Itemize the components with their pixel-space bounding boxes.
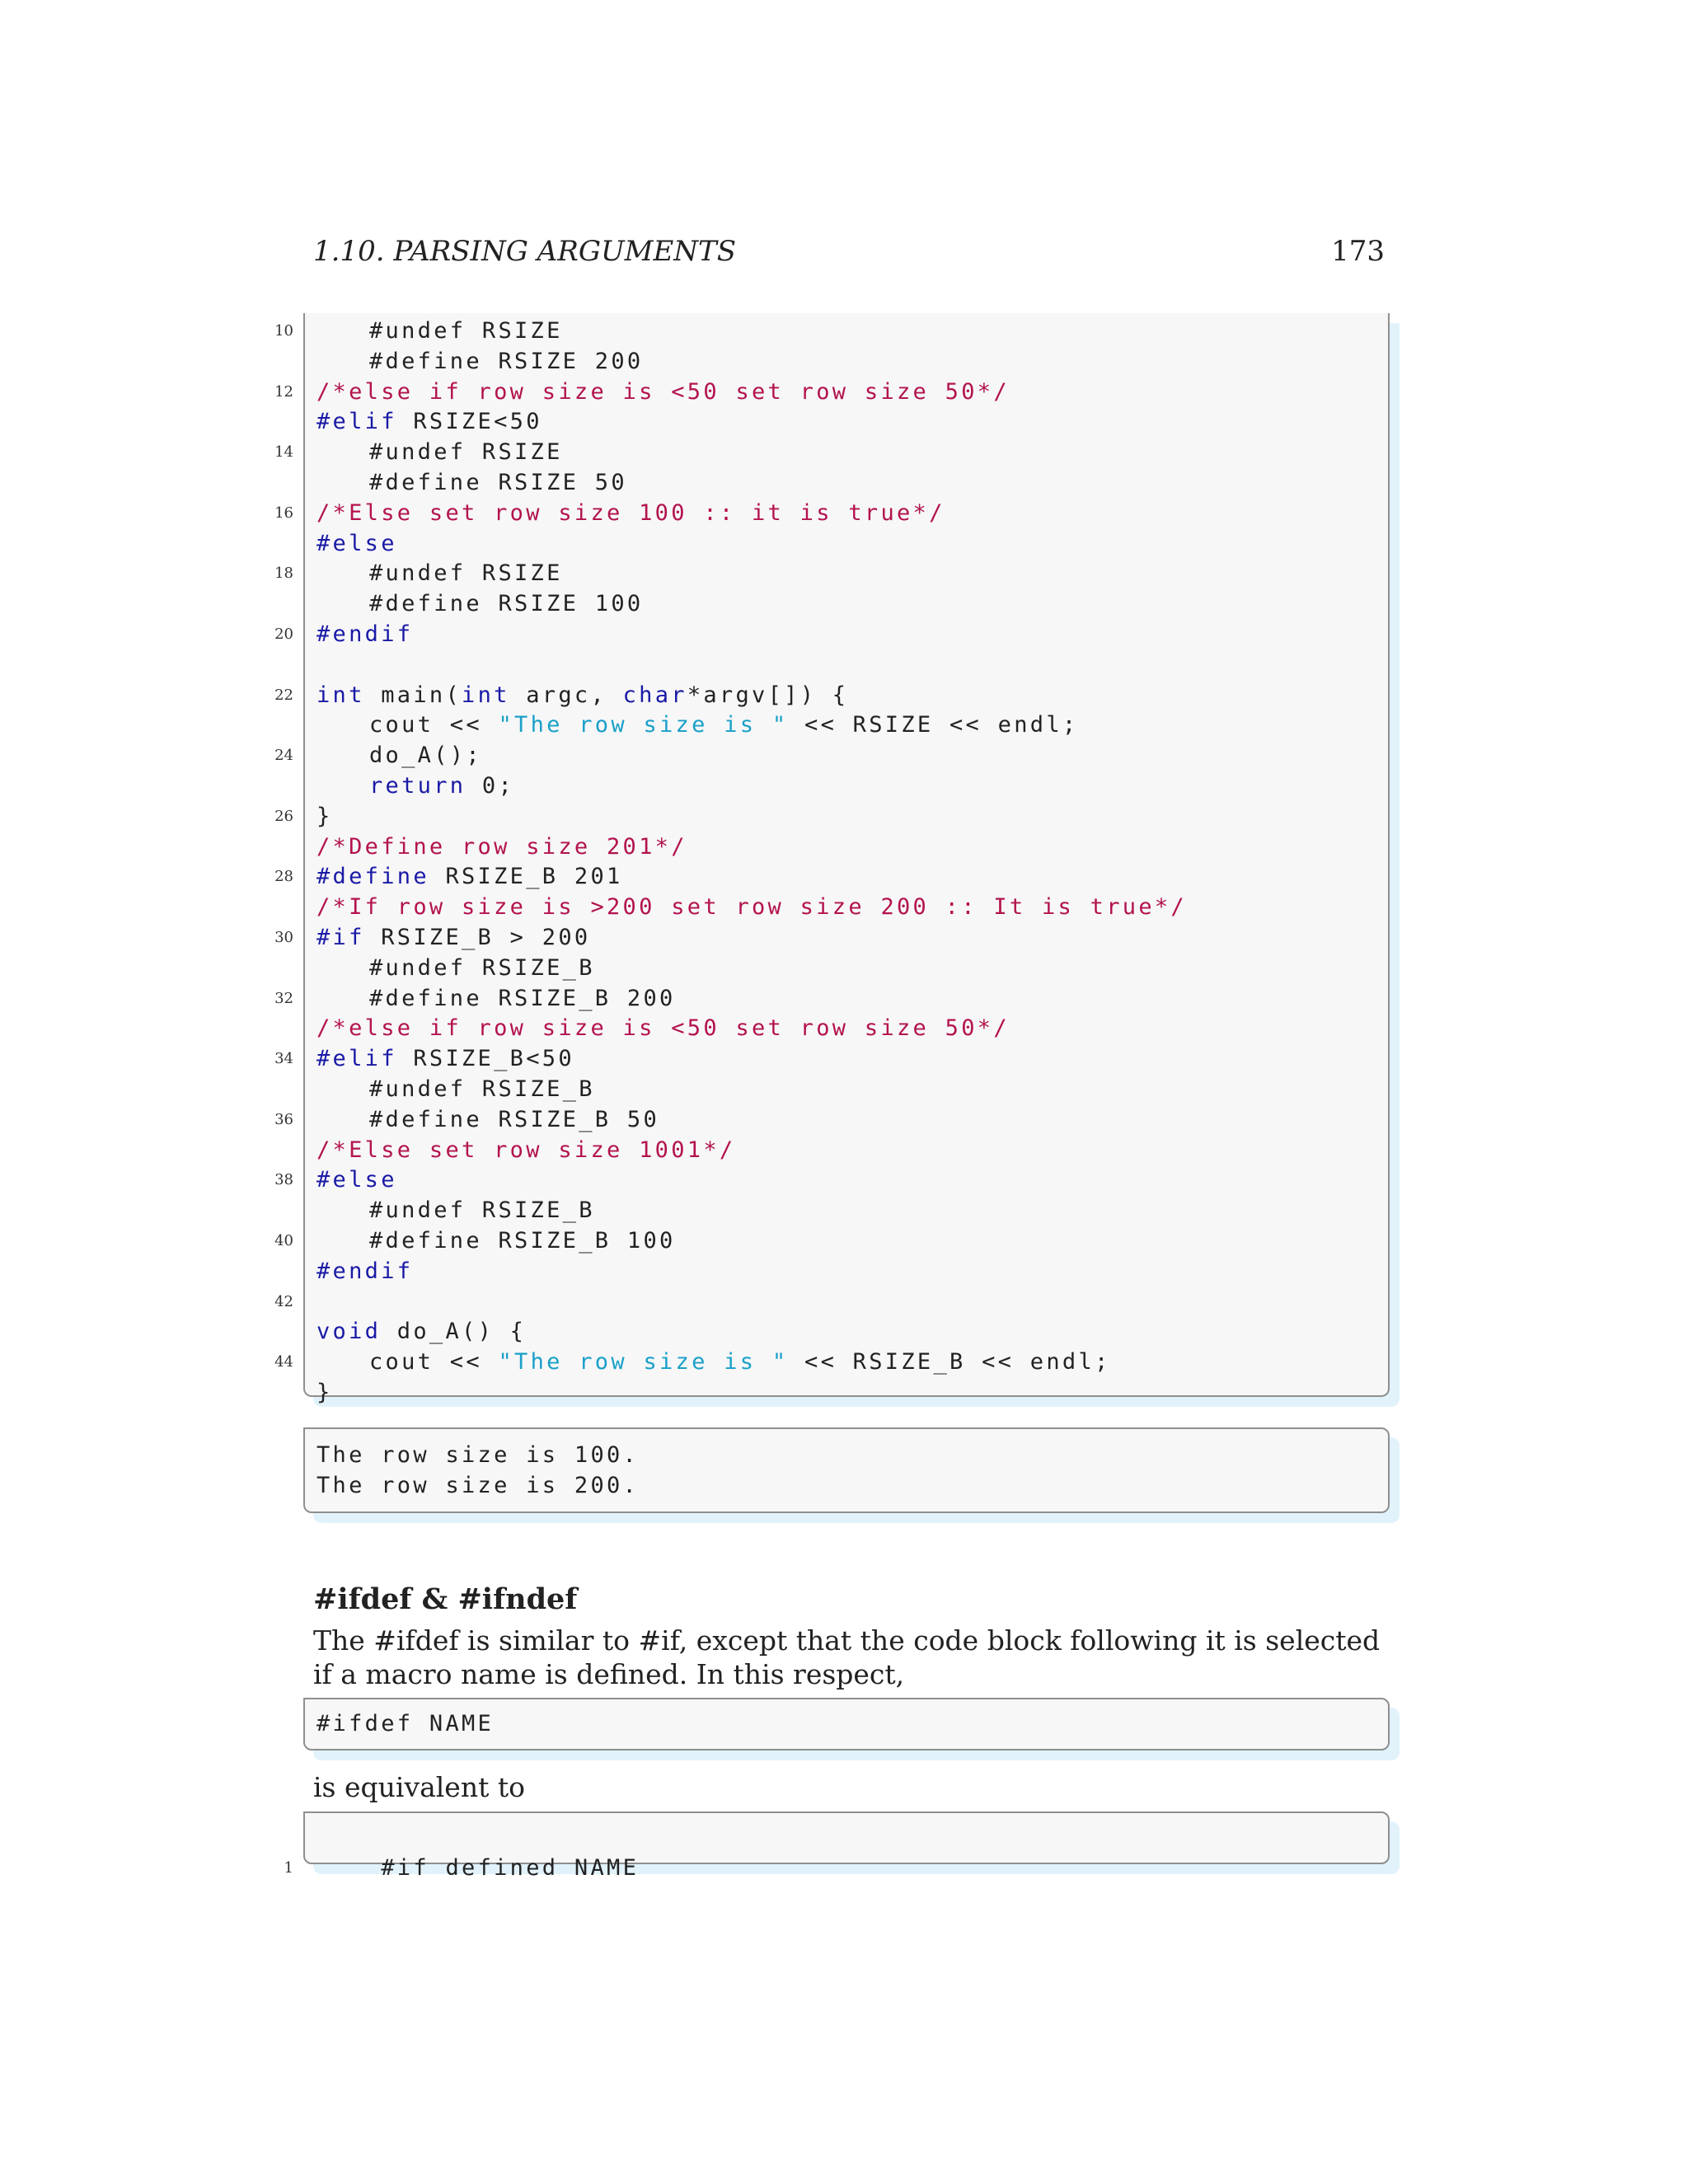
line-number: 30: [274, 928, 293, 946]
line-number: 1: [284, 1858, 293, 1877]
code-token: RSIZE<50: [396, 409, 542, 435]
code-token: #undef RSIZE_B: [369, 1076, 595, 1102]
code-token: #undef RSIZE: [369, 318, 563, 344]
code-token: #undef RSIZE_B: [369, 1197, 595, 1224]
code-token: #endif: [316, 1258, 414, 1284]
code-token: RSIZE_B 201: [429, 864, 623, 890]
code-line: [305, 589, 1388, 620]
code-line: [274, 1044, 1388, 1075]
line-number: 44: [274, 1353, 293, 1371]
code-token: #else: [316, 1167, 397, 1193]
code-token: /*Else set row size 100 :: it is true*/: [316, 499, 945, 526]
code-line: [305, 1317, 1388, 1347]
code-line: [274, 559, 1388, 589]
code-token: #define RSIZE 100: [369, 591, 644, 617]
code-line: [274, 984, 1388, 1015]
page-number: 173: [1331, 235, 1385, 268]
code-line: #ifdef NAME: [316, 1711, 495, 1736]
code-line: [274, 1105, 1388, 1136]
code-snippet-if-defined: [284, 1811, 1390, 1881]
code-line: [305, 529, 1388, 560]
code-line: [305, 893, 1388, 923]
code-token: #else: [316, 530, 397, 556]
code-line: [305, 1136, 1388, 1166]
code-token: /*Else set row size 1001*/: [316, 1137, 736, 1163]
code-token: "The row size is ": [498, 1349, 789, 1376]
code-token: main(: [364, 682, 462, 708]
line-number: 22: [274, 686, 293, 704]
code-line: [305, 1257, 1388, 1287]
code-token: #undef RSIZE: [369, 439, 563, 466]
line-number: 20: [274, 625, 293, 643]
line-number: 18: [274, 565, 293, 583]
line-number: 36: [274, 1110, 293, 1128]
code-token: #define RSIZE_B 50: [369, 1106, 659, 1132]
code-line: [274, 316, 1388, 347]
code-line: [274, 1226, 1388, 1257]
code-token: /*else if row size is <50 set row size 50*/: [316, 378, 1010, 405]
code-line: [274, 681, 1388, 711]
page-header: [313, 235, 1385, 276]
code-line: [305, 771, 1388, 802]
code-line: [274, 923, 1388, 954]
code-line: [274, 1347, 1388, 1378]
code-token: #elif: [316, 1046, 397, 1072]
code-token: argc,: [509, 682, 623, 708]
output-listing: [303, 1427, 1390, 1513]
code-token: #undef RSIZE: [369, 560, 563, 587]
code-token: RSIZE_B > 200: [364, 924, 591, 950]
code-line: [305, 650, 1388, 681]
code-line: [274, 377, 1388, 408]
code-token: << RSIZE << endl;: [788, 712, 1079, 738]
line-number: 40: [274, 1231, 293, 1249]
code-token: }: [316, 1379, 333, 1405]
line-number: 14: [274, 443, 293, 462]
line-number: 38: [274, 1171, 293, 1189]
code-token: #if: [316, 924, 365, 950]
code-token: #define: [316, 864, 429, 890]
line-number: 24: [274, 747, 293, 765]
code-token: int: [316, 682, 365, 708]
code-token: << RSIZE_B << endl;: [788, 1349, 1111, 1376]
code-text: #if defined NAME: [381, 1854, 640, 1881]
code-line: [305, 347, 1388, 377]
running-title: 1.10. PARSING ARGUMENTS: [313, 235, 736, 268]
output-line: The row size is 200.: [316, 1472, 640, 1498]
code-line: [305, 1014, 1388, 1044]
code-token: #endif: [316, 621, 414, 647]
code-line: [305, 1378, 1388, 1408]
code-line: [305, 1075, 1388, 1105]
code-token: #elif: [316, 409, 397, 435]
code-line: [305, 710, 1388, 741]
line-number: 42: [274, 1292, 293, 1310]
code-token: #define RSIZE 200: [369, 348, 644, 374]
code-line: [274, 1165, 1388, 1196]
code-token: /*Define row size 201*/: [316, 833, 687, 860]
code-token: #define RSIZE_B 100: [369, 1227, 676, 1254]
code-token: return: [369, 772, 467, 799]
code-token: "The row size is ": [498, 712, 789, 738]
code-token: #define RSIZE_B 200: [369, 985, 676, 1011]
line-number: 26: [274, 807, 293, 825]
code-line: [274, 438, 1388, 468]
code-line: [274, 1287, 1388, 1318]
code-token: cout <<: [369, 712, 499, 738]
code-token: int: [462, 682, 510, 708]
line-number: 28: [274, 868, 293, 886]
code-token: /*If row size is >200 set row size 200 :: It is true*/: [316, 894, 1187, 921]
code-line: [305, 407, 1388, 438]
code-token: cout <<: [369, 1349, 499, 1376]
code-snippet-ifdef: [303, 1698, 1390, 1750]
code-token: #define RSIZE 50: [369, 469, 627, 495]
section-heading: #ifdef & #ifndef: [313, 1582, 578, 1616]
code-token: 0;: [466, 772, 515, 799]
code-token: }: [316, 803, 333, 829]
code-line: [305, 468, 1388, 499]
code-line: [305, 954, 1388, 984]
code-line: [305, 1196, 1388, 1226]
paragraph: is equivalent to: [313, 1771, 525, 1803]
line-number: 32: [274, 989, 293, 1007]
code-token: void: [316, 1319, 382, 1345]
code-line: [305, 832, 1388, 863]
code-token: RSIZE_B<50: [396, 1046, 574, 1072]
code-token: #undef RSIZE_B: [369, 954, 595, 981]
code-line: [274, 620, 1388, 650]
code-line: [274, 862, 1388, 893]
paragraph: The #ifdef is similar to #if, except that the code block following it is selected if a macro name is defined. In this respect,: [313, 1624, 1381, 1690]
line-number: 34: [274, 1050, 293, 1068]
code-line: [274, 499, 1388, 529]
code-token: *argv[]) {: [687, 682, 849, 708]
code-token: /*else if row size is <50 set row size 50*/: [316, 1015, 1010, 1042]
code-token: do_A() {: [381, 1319, 527, 1345]
line-number: 10: [274, 322, 293, 340]
code-token: do_A();: [369, 743, 482, 769]
line-number: 16: [274, 504, 293, 522]
code-line: [284, 1823, 1388, 1881]
code-line: [274, 741, 1388, 771]
code-listing: [274, 313, 1390, 1405]
code-token: char: [622, 682, 687, 708]
line-number: 12: [274, 382, 293, 401]
output-line: The row size is 100.: [316, 1442, 640, 1468]
code-line: [274, 802, 1388, 832]
